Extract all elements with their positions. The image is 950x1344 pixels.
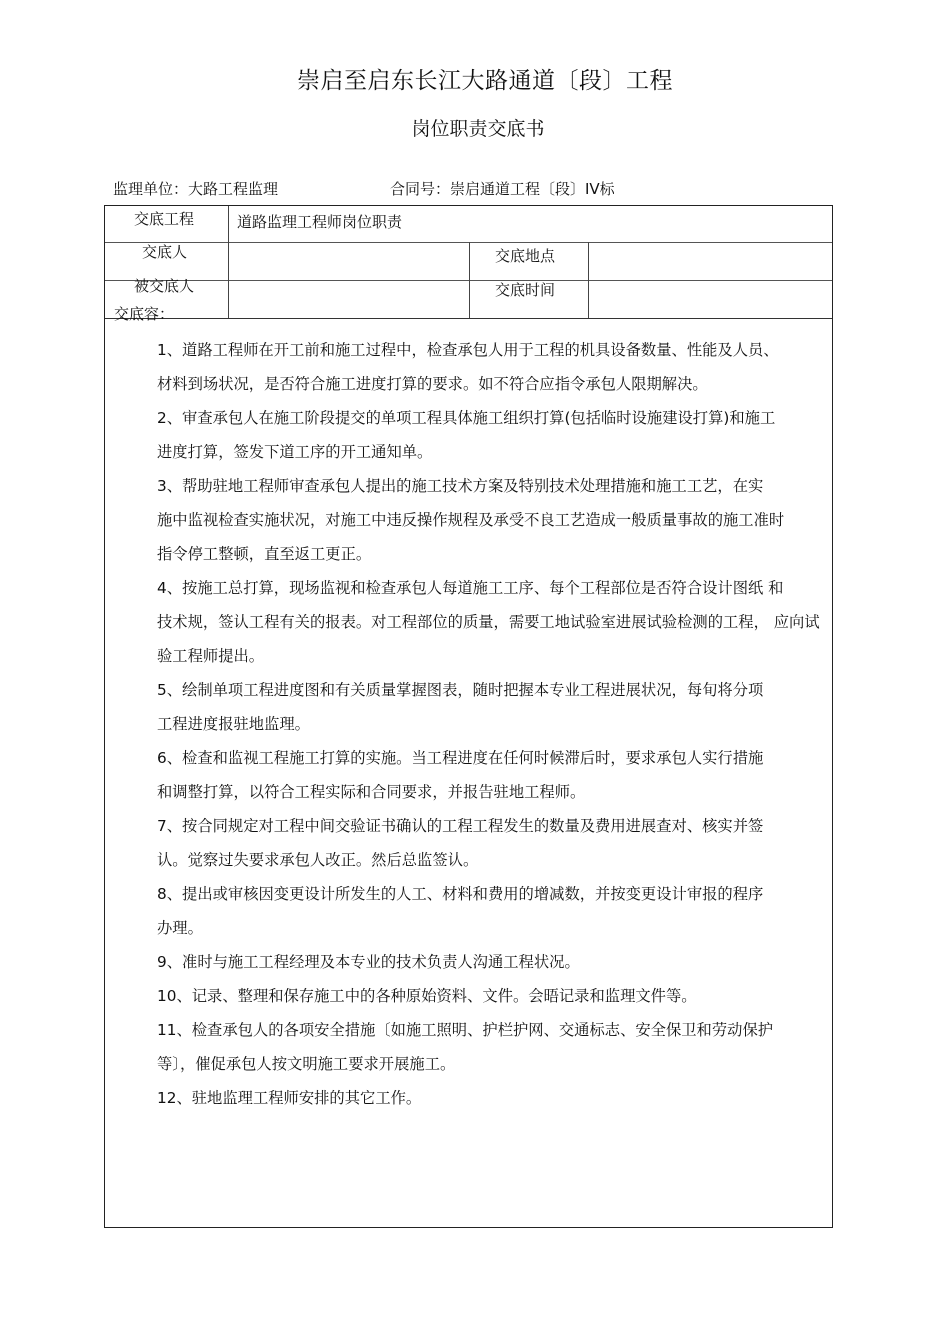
time-label: 交底时间	[495, 281, 556, 299]
content-line: 材料到场状况，是否符合施工进度打算的要求。如不符合应指令承包人限期解决。	[157, 375, 708, 393]
content-line: 3、帮助驻地工程师审查承包人提出的施工技术方案及特别技术处理措施和施工工艺，在实	[157, 477, 764, 495]
content-label: 交底容：	[114, 305, 175, 323]
handover-form	[104, 205, 833, 1228]
column-divider	[588, 242, 589, 318]
project-label: 交底工程	[134, 210, 195, 228]
content-line: 7、按合同规定对工程中间交验证书确认的工程工程发生的数量及费用进展查对、核实并签	[157, 817, 764, 835]
content-line: 4、按施工总打算，现场监视和检查承包人每道施工工序、每个工程部位是否符合设计图纸 和	[157, 579, 784, 597]
column-divider	[228, 206, 229, 318]
supervision-unit: 监理单位：大路工程监理	[113, 180, 279, 198]
content-line: 工程进度报驻地监理。	[157, 715, 310, 733]
presenter-label: 交底人	[142, 243, 188, 261]
content-line: 11、检查承包人的各项安全措施〔如施工照明、护栏护网、交通标志、安全保卫和劳动保护	[157, 1021, 774, 1039]
handover-content	[157, 333, 837, 1115]
content-line: 施中监视检查实施状况，对施工中违反操作规程及承受不良工艺造成一般质量事故的施工准时	[157, 511, 785, 529]
location-label: 交底地点	[495, 247, 556, 265]
row-divider	[105, 318, 832, 319]
content-line: 技术规，签认工程有关的报表。对工程部位的质量，需要工地试验室进展试验检测的工程， 应向试	[157, 613, 820, 631]
content-line: 9、准时与施工工程经理及本专业的技术负责人沟通工程状况。	[157, 953, 580, 971]
content-line: 办理。	[157, 919, 203, 937]
content-line: 等〕，催促承包人按文明施工要求开展施工。	[157, 1055, 456, 1073]
content-line: 和调整打算，以符合工程实际和合同要求，并报告驻地工程师。	[157, 783, 586, 801]
content-line: 12、驻地监理工程师安排的其它工作。	[157, 1089, 422, 1107]
document-subtitle: 岗位职责交底书	[411, 118, 545, 140]
content-line: 5、绘制单项工程进度图和有关质量掌握图表，随时把握本专业工程进展状况，每旬将分项	[157, 681, 764, 699]
content-line: 2、审查承包人在施工阶段提交的单项工程具体施工组织打算(包括临时设施建设打算)和施工	[157, 409, 776, 427]
content-line: 10、记录、整理和保存施工中的各种原始资料、文件。会晤记录和监理文件等。	[157, 987, 697, 1005]
content-line: 6、检查和监视工程施工打算的实施。当工程进度在任何时候滞后时，要求承包人实行措施	[157, 749, 764, 767]
content-line: 1、道路工程师在开工前和施工过程中，检查承包人用于工程的机具设备数量、性能及人员、	[157, 341, 779, 359]
content-line: 验工程师提出。	[157, 647, 265, 665]
recipient-label: 被交底人	[134, 277, 195, 295]
content-line: 进度打算，签发下道工序的开工通知单。	[157, 443, 433, 461]
document-title: 崇启至启东长江大路通道〔段〕工程	[297, 68, 673, 94]
content-line: 认。觉察过失要求承包人改正。然后总监签认。	[157, 851, 479, 869]
column-divider	[469, 242, 470, 318]
contract-number: 合同号：崇启通道工程〔段〕IV标	[390, 180, 615, 198]
content-line: 8、提出或审核因变更设计所发生的人工、材料和费用的增减数，并按变更设计审报的程序	[157, 885, 764, 903]
content-line: 指令停工整顿，直至返工更正。	[157, 545, 372, 563]
project-value[interactable]: 道路监理工程师岗位职责	[237, 213, 403, 231]
